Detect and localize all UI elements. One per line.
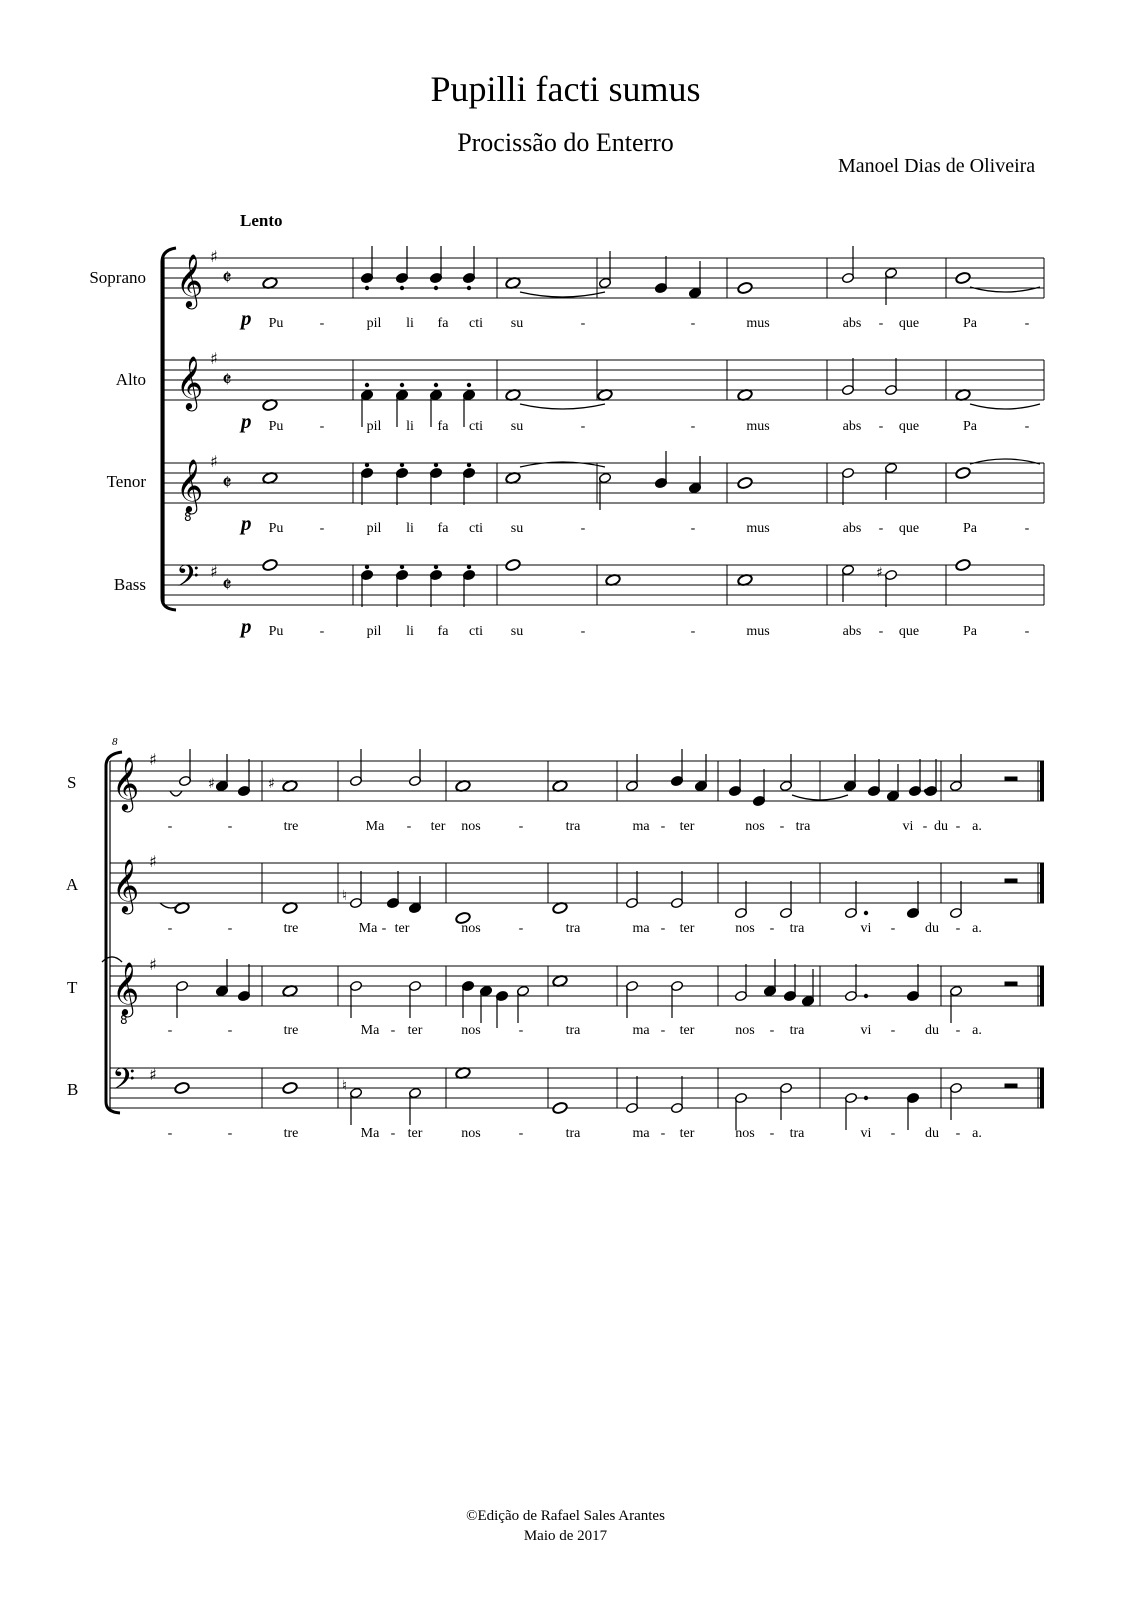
lyric-syllable: abs bbox=[842, 419, 862, 434]
lyric-syllable: - bbox=[890, 1023, 896, 1038]
edition-date: Maio de 2017 bbox=[523, 1528, 608, 1544]
staccato-dot bbox=[467, 463, 470, 466]
bass-clef: 𝄢 bbox=[112, 1063, 136, 1104]
accidental-sharp: ♯ bbox=[208, 776, 215, 792]
lyric-syllable: tre bbox=[283, 819, 299, 834]
lyric-syllable: a. bbox=[972, 1126, 982, 1141]
lyric-syllable: su bbox=[510, 419, 524, 434]
lyric-syllable: Ma bbox=[360, 1126, 380, 1141]
lyric-syllable: cti bbox=[469, 624, 483, 639]
staccato-dot bbox=[434, 286, 437, 289]
lyric-syllable: - bbox=[580, 624, 586, 639]
lyric-syllable: nos bbox=[745, 819, 765, 834]
lyric-syllable: ma bbox=[632, 921, 650, 936]
lyric-syllable: Pa bbox=[963, 419, 977, 434]
lyric-syllable: - bbox=[167, 921, 173, 936]
lyric-syllable: du bbox=[925, 921, 939, 936]
lyric-syllable: mus bbox=[746, 624, 770, 639]
lyric-syllable: pil bbox=[366, 419, 382, 434]
lyric-syllable: - bbox=[518, 1023, 524, 1038]
lyric-syllable: - bbox=[955, 921, 961, 936]
cut-time-signature: 𝄵 bbox=[222, 573, 232, 598]
lyric-syllable: mus bbox=[746, 316, 770, 331]
lyric-syllable: que bbox=[898, 316, 920, 331]
lyric-syllable: - bbox=[518, 921, 524, 936]
lyric-syllable: - bbox=[922, 819, 928, 834]
lyric-syllable: su bbox=[510, 521, 524, 536]
lyric-syllable: nos bbox=[461, 1126, 481, 1141]
dynamic-soprano: p bbox=[241, 306, 252, 330]
treble-clef: 𝄞 bbox=[112, 858, 140, 912]
page-title: Pupilli facti sumus bbox=[430, 69, 701, 109]
staccato-dot bbox=[365, 565, 368, 568]
lyric-syllable: que bbox=[898, 521, 920, 536]
lyric-syllable: ma bbox=[632, 1023, 650, 1038]
lyric-syllable: li bbox=[406, 419, 414, 434]
bass-clef: 𝄢 bbox=[176, 560, 200, 601]
lyric-syllable: que bbox=[898, 624, 920, 639]
lyric-syllable: - bbox=[690, 316, 696, 331]
lyric-syllable: ma bbox=[632, 1126, 650, 1141]
lyric-syllable: - bbox=[878, 419, 884, 434]
lyric-syllable: - bbox=[955, 1126, 961, 1141]
lyric-syllable: - bbox=[390, 1126, 396, 1141]
lyric-syllable: Pu bbox=[268, 521, 284, 536]
staccato-dot bbox=[467, 383, 470, 386]
lyric-syllable: du bbox=[925, 1126, 939, 1141]
staccato-dot bbox=[864, 994, 867, 997]
note-head bbox=[174, 1081, 190, 1094]
voice-abbr-soprano: S bbox=[67, 773, 77, 792]
lyric-syllable: Pu bbox=[268, 624, 284, 639]
lyric-syllable: cti bbox=[469, 419, 483, 434]
lyric-syllable: nos bbox=[461, 819, 481, 834]
key-signature-sharp: ♯ bbox=[149, 1065, 157, 1084]
edition-credit bbox=[0, 1506, 1131, 1546]
cut-time-signature: 𝄵 bbox=[222, 471, 232, 496]
lyric-syllable: du bbox=[925, 1023, 939, 1038]
lyric-syllable: du bbox=[934, 819, 948, 834]
lyric-syllable: - bbox=[660, 819, 666, 834]
lyric-syllable: tra bbox=[795, 819, 811, 834]
lyric-syllable: ter bbox=[407, 1023, 423, 1038]
note-head bbox=[737, 281, 753, 294]
lyric-syllable: vi bbox=[860, 921, 872, 936]
octave-marker: 8 bbox=[184, 510, 192, 524]
lyric-syllable: abs bbox=[842, 624, 862, 639]
lyric-syllable: Pa bbox=[963, 624, 977, 639]
lyric-syllable: pil bbox=[366, 521, 382, 536]
lyric-syllable: Ma bbox=[360, 1023, 380, 1038]
lyric-syllable: nos bbox=[735, 1126, 755, 1141]
lyric-syllable: tra bbox=[565, 819, 581, 834]
lyric-syllable: - bbox=[1024, 624, 1030, 639]
lyric-syllable: ter bbox=[679, 1126, 695, 1141]
lyric-syllable: tra bbox=[789, 1126, 805, 1141]
lyric-syllable: - bbox=[878, 521, 884, 536]
measure-number: 8 bbox=[112, 736, 118, 748]
lyric-syllable: - bbox=[518, 1126, 524, 1141]
lyric-syllable: su bbox=[510, 624, 524, 639]
staccato-dot bbox=[400, 286, 403, 289]
staccato-dot bbox=[400, 565, 403, 568]
voice-abbr-tenor: T bbox=[67, 978, 78, 997]
lyric-syllable: ter bbox=[679, 1023, 695, 1038]
lyric-syllable: - bbox=[660, 921, 666, 936]
tempo-marking: Lento bbox=[240, 211, 283, 230]
staccato-dot bbox=[365, 286, 368, 289]
lyric-syllable: - bbox=[319, 624, 325, 639]
half-rest bbox=[1005, 982, 1017, 986]
staccato-dot bbox=[434, 383, 437, 386]
lyric-syllable: - bbox=[227, 1023, 233, 1038]
lyric-syllable: tre bbox=[283, 921, 299, 936]
lyric-syllable: Ma bbox=[358, 921, 378, 936]
lyric-syllable: - bbox=[227, 921, 233, 936]
lyric-syllable: - bbox=[690, 624, 696, 639]
staccato-dot bbox=[434, 565, 437, 568]
lyric-syllable: li bbox=[406, 316, 414, 331]
lyric-syllable: Pa bbox=[963, 316, 977, 331]
voice-name-tenor: Tenor bbox=[106, 472, 146, 491]
treble-clef: 𝄞 bbox=[176, 458, 204, 512]
accidental-sharp: ♯ bbox=[876, 565, 883, 581]
lyric-syllable: vi bbox=[860, 1023, 872, 1038]
lyric-syllable: cti bbox=[469, 316, 483, 331]
key-signature-sharp: ♯ bbox=[149, 955, 157, 974]
accidental-natural: ♮ bbox=[342, 888, 348, 904]
lyric-syllable: - bbox=[890, 921, 896, 936]
lyric-syllable: Pu bbox=[268, 419, 284, 434]
lyric-syllable: abs bbox=[842, 521, 862, 536]
lyric-syllable: a. bbox=[972, 819, 982, 834]
key-signature-sharp: ♯ bbox=[149, 852, 157, 871]
lyric-syllable: tre bbox=[283, 1126, 299, 1141]
lyric-syllable: nos bbox=[735, 921, 755, 936]
lyric-syllable: - bbox=[878, 316, 884, 331]
cut-time-signature: 𝄵 bbox=[222, 368, 232, 393]
lyric-syllable: ter bbox=[394, 921, 410, 936]
lyric-syllable: fa bbox=[437, 419, 449, 434]
staccato-dot bbox=[467, 565, 470, 568]
cut-time-signature: 𝄵 bbox=[222, 266, 232, 291]
lyric-syllable: - bbox=[580, 419, 586, 434]
treble-clef: 𝄞 bbox=[112, 961, 140, 1015]
lyric-syllable: ma bbox=[632, 819, 650, 834]
lyric-syllable: - bbox=[1024, 521, 1030, 536]
lyric-syllable: - bbox=[518, 819, 524, 834]
note-head bbox=[737, 476, 753, 489]
staccato-dot bbox=[864, 911, 867, 914]
lyric-syllable: mus bbox=[746, 521, 770, 536]
voice-abbr-alto: A bbox=[66, 875, 79, 894]
lyric-syllable: mus bbox=[746, 419, 770, 434]
composer-name: Manoel Dias de Oliveira bbox=[838, 155, 1036, 177]
treble-clef: 𝄞 bbox=[176, 355, 204, 409]
lyric-syllable: - bbox=[769, 1126, 775, 1141]
key-signature-sharp: ♯ bbox=[210, 349, 218, 368]
lyric-syllable: ter bbox=[679, 819, 695, 834]
lyric-syllable: tra bbox=[789, 1023, 805, 1038]
lyric-syllable: abs bbox=[842, 316, 862, 331]
accidental-sharp: ♯ bbox=[268, 776, 275, 792]
lyric-syllable: nos bbox=[735, 1023, 755, 1038]
lyric-syllable: cti bbox=[469, 521, 483, 536]
lyric-syllable: que bbox=[898, 419, 920, 434]
voice-abbr-bass: B bbox=[67, 1080, 79, 1099]
lyric-syllable: tre bbox=[283, 1023, 299, 1038]
lyric-syllable: - bbox=[660, 1126, 666, 1141]
lyric-syllable: ter bbox=[407, 1126, 423, 1141]
lyric-syllable: fa bbox=[437, 624, 449, 639]
lyric-syllable: - bbox=[167, 819, 173, 834]
tie bbox=[520, 292, 605, 297]
staccato-dot bbox=[400, 383, 403, 386]
lyric-syllable: - bbox=[227, 1126, 233, 1141]
dynamic-tenor: p bbox=[241, 511, 252, 535]
tie bbox=[170, 791, 182, 796]
lyric-syllable: li bbox=[406, 624, 414, 639]
lyric-syllable: ter bbox=[430, 819, 446, 834]
lyric-syllable: fa bbox=[437, 521, 449, 536]
lyric-syllable: - bbox=[769, 1023, 775, 1038]
lyric-syllable: su bbox=[510, 316, 524, 331]
lyric-syllable: Pa bbox=[963, 521, 977, 536]
note-head bbox=[455, 911, 471, 924]
lyric-syllable: - bbox=[779, 819, 785, 834]
lyric-syllable: - bbox=[390, 1023, 396, 1038]
lyric-syllable: - bbox=[1024, 316, 1030, 331]
lyric-syllable: - bbox=[167, 1126, 173, 1141]
octave-marker: 8 bbox=[120, 1013, 128, 1027]
lyric-syllable: a. bbox=[972, 1023, 982, 1038]
lyric-syllable: ter bbox=[679, 921, 695, 936]
voice-name-bass: Bass bbox=[113, 575, 146, 594]
lyric-syllable: tra bbox=[789, 921, 805, 936]
lyric-syllable: Pu bbox=[268, 316, 284, 331]
accidental-natural: ♮ bbox=[342, 1078, 348, 1094]
lyric-syllable: - bbox=[955, 1023, 961, 1038]
staccato-dot bbox=[400, 463, 403, 466]
lyric-syllable: - bbox=[769, 921, 775, 936]
note-head bbox=[552, 1101, 568, 1114]
lyric-syllable: li bbox=[406, 521, 414, 536]
lyric-syllable: - bbox=[580, 521, 586, 536]
lyric-syllable: - bbox=[660, 1023, 666, 1038]
page-subtitle: Procissão do Enterro bbox=[457, 128, 674, 157]
lyric-syllable: - bbox=[167, 1023, 173, 1038]
lyric-syllable: tra bbox=[565, 921, 581, 936]
voice-name-soprano: Soprano bbox=[89, 268, 146, 287]
note-head bbox=[955, 558, 971, 571]
dynamic-alto: p bbox=[241, 409, 252, 433]
lyric-syllable: pil bbox=[366, 624, 382, 639]
note-head bbox=[505, 558, 521, 571]
lyric-syllable: tra bbox=[565, 1023, 581, 1038]
lyric-syllable: - bbox=[227, 819, 233, 834]
lyric-syllable: Ma bbox=[365, 819, 385, 834]
lyric-syllable: nos bbox=[461, 1023, 481, 1038]
key-signature-sharp: ♯ bbox=[210, 452, 218, 471]
lyric-syllable: tra bbox=[565, 1126, 581, 1141]
lyric-syllable: - bbox=[381, 921, 387, 936]
staccato-dot bbox=[434, 463, 437, 466]
half-rest bbox=[1005, 879, 1017, 883]
staccato-dot bbox=[365, 383, 368, 386]
half-rest bbox=[1005, 1084, 1017, 1088]
voice-name-alto: Alto bbox=[115, 370, 146, 389]
tie bbox=[970, 404, 1040, 409]
treble-clef: 𝄞 bbox=[176, 253, 204, 307]
dynamic-bass: p bbox=[241, 614, 252, 638]
lyric-syllable: vi bbox=[902, 819, 914, 834]
lyric-syllable: - bbox=[890, 1126, 896, 1141]
lyric-syllable: - bbox=[955, 819, 961, 834]
lyric-syllable: - bbox=[1024, 419, 1030, 434]
lyric-syllable: a. bbox=[972, 921, 982, 936]
note-head bbox=[282, 1081, 298, 1094]
edition-line: ©Edição de Rafael Sales Arantes bbox=[466, 1508, 665, 1524]
lyric-syllable: - bbox=[319, 419, 325, 434]
note-head bbox=[955, 466, 971, 479]
staccato-dot bbox=[365, 463, 368, 466]
tie bbox=[520, 404, 605, 409]
staccato-dot bbox=[467, 286, 470, 289]
lyric-syllable: - bbox=[580, 316, 586, 331]
half-rest bbox=[1005, 777, 1017, 781]
lyric-syllable: fa bbox=[437, 316, 449, 331]
lyric-syllable: - bbox=[406, 819, 412, 834]
note-head bbox=[262, 558, 278, 571]
key-signature-sharp: ♯ bbox=[149, 750, 157, 769]
lyric-syllable: - bbox=[878, 624, 884, 639]
lyric-syllable: - bbox=[319, 521, 325, 536]
lyric-syllable: vi bbox=[860, 1126, 872, 1141]
lyric-syllable: - bbox=[690, 419, 696, 434]
lyric-syllable: nos bbox=[461, 921, 481, 936]
key-signature-sharp: ♯ bbox=[210, 562, 218, 581]
treble-clef: 𝄞 bbox=[112, 756, 140, 810]
lyric-syllable: - bbox=[690, 521, 696, 536]
lyric-syllable: - bbox=[319, 316, 325, 331]
lyric-syllable: pil bbox=[366, 316, 382, 331]
note-head bbox=[955, 271, 971, 284]
key-signature-sharp: ♯ bbox=[210, 247, 218, 266]
staccato-dot bbox=[864, 1096, 867, 1099]
